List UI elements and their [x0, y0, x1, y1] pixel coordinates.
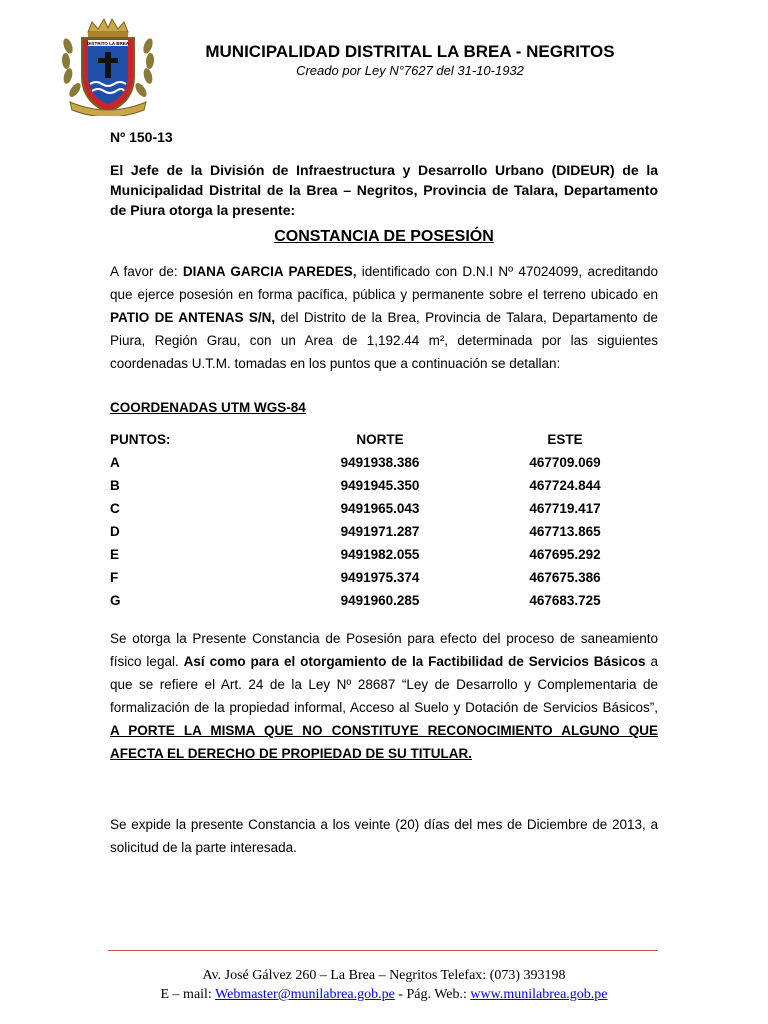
footer-address: Av. José Gálvez 260 – La Brea – Negritos Telefax: (073) 393198: [202, 968, 566, 983]
coordinate-row: [110, 520, 660, 543]
beneficiary-paragraph: [110, 260, 658, 375]
east-value: 467713.865: [529, 524, 601, 539]
point-label: G: [110, 593, 121, 608]
north-value: 9491960.285: [340, 593, 420, 608]
coordinate-row: [110, 566, 660, 589]
document-number: Nº 150-13: [110, 129, 173, 145]
east-value: 467675.386: [529, 570, 601, 585]
coordinate-row: [110, 474, 660, 497]
coordinates-heading: COORDENADAS UTM WGS-84: [110, 400, 306, 415]
issue-paragraph: Se expide la presente Constancia a los veinte (20) días del mes de Diciembre de 2013, a solicitud de la parte interesada.: [110, 817, 658, 855]
beneficiary-name: DIANA GARCIA PAREDES,: [182, 264, 357, 279]
svg-text:DISTRITO LA BREA: DISTRITO LA BREA: [86, 41, 130, 46]
purpose-paragraph: [110, 627, 658, 765]
coordinate-row: [110, 589, 660, 612]
east-value: 467683.725: [529, 593, 601, 608]
intro-paragraph: El Jefe de la División de Infraestructura y Desarrollo Urbano (DIDEUR) de la Municipalidad Distrital de la Brea – Negritos, Provincia de Talara, Departamento de Piura otorga la presente:: [110, 162, 658, 218]
footer-contact: [110, 987, 658, 1003]
header-points: PUNTOS:: [110, 432, 171, 447]
property-location: PATIO DE ANTENAS S/N,: [110, 310, 276, 325]
para2-text-c: a que se refiere el Art. 24 de la Ley Nº 28687 “Ley de Desarrollo y Complementaria de formalización de la propiedad informal, Acceso al Suelo y Dotación de Servicios Básicos”,: [110, 654, 658, 715]
coordinates-table: [110, 428, 660, 612]
para2-bold-text: Así como para el otorgamiento de la Factibilidad de Servicios Básicos: [183, 654, 646, 669]
north-value: 9491938.386: [340, 455, 420, 470]
document-title: CONSTANCIA DE POSESIÓN: [274, 228, 494, 245]
coordinate-row: [110, 497, 660, 520]
coordinates-header-row: [110, 428, 660, 451]
footer-divider: [108, 950, 658, 951]
coordinate-row: [110, 543, 660, 566]
point-label: D: [110, 524, 120, 539]
para1-text-c: identificado con D.N.I Nº 47024099, acreditando que ejerce posesión en forma pacífica, pública y permanente sobre el terreno ubicado en: [110, 264, 659, 302]
north-value: 9491945.350: [340, 478, 420, 493]
north-value: 9491975.374: [340, 570, 420, 585]
website-link[interactable]: www.munilabrea.gob.pe: [470, 987, 608, 1002]
coordinates-body: [110, 451, 660, 612]
north-value: 9491971.287: [340, 524, 420, 539]
north-value: 9491982.055: [340, 547, 420, 562]
east-value: 467724.844: [529, 478, 601, 493]
point-label: C: [110, 501, 120, 516]
institution-title: MUNICIPALIDAD DISTRITAL LA BREA - NEGRITOS: [205, 42, 615, 61]
para1-text-e: del Distrito de la Brea, Provincia de Talara, Departamento de Piura, Región Grau, con un Area de 1,192.44 m², determinada por las siguientes coordenadas U.T.M. tomadas en los puntos que a continuación se detallan:: [110, 310, 658, 371]
point-label: A: [110, 455, 120, 470]
east-value: 467695.292: [529, 547, 601, 562]
web-label: - Pág. Web.:: [394, 987, 471, 1002]
para2-text-a: Se otorga la Presente Constancia de Posesión para efecto del proceso de saneamiento físico legal.: [110, 631, 658, 669]
institution-subtitle: Creado por Ley N°7627 del 31-10-1932: [296, 63, 524, 78]
point-label: B: [110, 478, 120, 493]
north-value: 9491965.043: [340, 501, 420, 516]
point-label: F: [110, 570, 119, 585]
disclaimer-text: A PORTE LA MISMA QUE NO CONSTITUYE RECONOCIMIENTO ALGUNO QUE AFECTA EL DERECHO DE PROPIEDAD DE SU TITULAR.: [110, 723, 658, 761]
coordinate-row: [110, 451, 660, 474]
email-label: E – mail:: [160, 987, 216, 1002]
east-value: 467719.417: [529, 501, 601, 516]
municipal-crest-logo: [60, 16, 156, 116]
header-east: ESTE: [547, 432, 583, 447]
email-link[interactable]: Webmaster@munilabrea.gob.pe: [215, 987, 395, 1002]
east-value: 467709.069: [529, 455, 601, 470]
para1-text-a: A favor de:: [110, 264, 183, 279]
header-north: NORTE: [356, 432, 404, 447]
point-label: E: [110, 547, 120, 562]
